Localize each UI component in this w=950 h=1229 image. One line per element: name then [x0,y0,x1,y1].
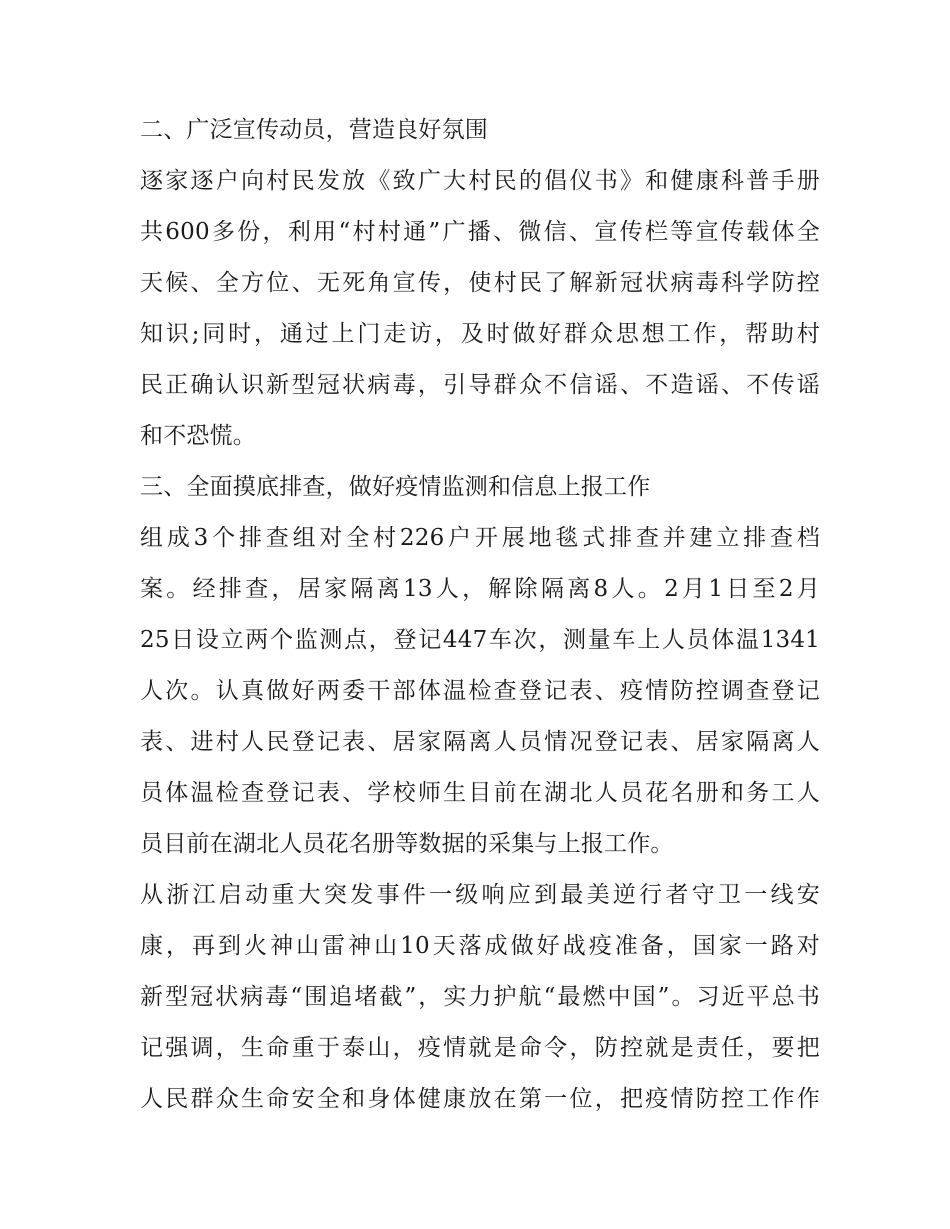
paragraph-line: 民正确认识新型冠状病毒，引导群众不信谣、不造谣、不传谣 [140,372,820,398]
section-heading-3: 三、全面摸底排查，做好疫情监测和信息上报工作 [140,474,651,500]
paragraph-line: 组成3个排查组对全村226户开展地毯式排查并建立排查档 [140,525,820,551]
paragraph-line: 员体温检查登记表、学校师生目前在湖北人员花名册和务工人 [140,780,820,806]
paragraph-line: 知识;同时，通过上门走访，及时做好群众思想工作，帮助村 [140,321,820,347]
paragraph-line: 记强调，生命重于泰山，疫情就是命令，防控就是责任，要把 [140,1035,820,1061]
paragraph-line: 从浙江启动重大突发事件一级响应到最美逆行者守卫一线安 [140,882,820,908]
paragraph-line: 表、进村人民登记表、居家隔离人员情况登记表、居家隔离人 [140,729,820,755]
paragraph-line: 共600多份，利用“村村通”广播、微信、宣传栏等宣传载体全 [140,219,820,245]
paragraph-line: 逐家逐户向村民发放《致广大村民的倡仪书》和健康科普手册 [140,168,820,194]
paragraph-line: 人次。认真做好两委干部体温检查登记表、疫情防控调查登记 [140,678,820,704]
section-heading-2: 二、广泛宣传动员，营造良好氛围 [140,117,488,143]
paragraph-line: 康，再到火神山雷神山10天落成做好战疫准备，国家一路对 [140,933,820,959]
paragraph-line: 人民群众生命安全和身体健康放在第一位，把疫情防控工作作 [140,1086,820,1112]
paragraph-line: 员目前在湖北人员花名册等数据的采集与上报工作。 [140,831,674,857]
paragraph-line: 和不恐慌。 [140,423,256,449]
paragraph-line: 案。经排查，居家隔离13人，解除隔离8人。2月1日至2月 [140,576,820,602]
paragraph-line: 天候、全方位、无死角宣传，使村民了解新冠状病毒科学防控 [140,270,820,296]
paragraph-line: 新型冠状病毒“围追堵截”，实力护航“最燃中国”。习近平总书 [140,984,820,1010]
paragraph-line: 25日设立两个监测点，登记447车次，测量车上人员体温1341 [140,627,820,653]
